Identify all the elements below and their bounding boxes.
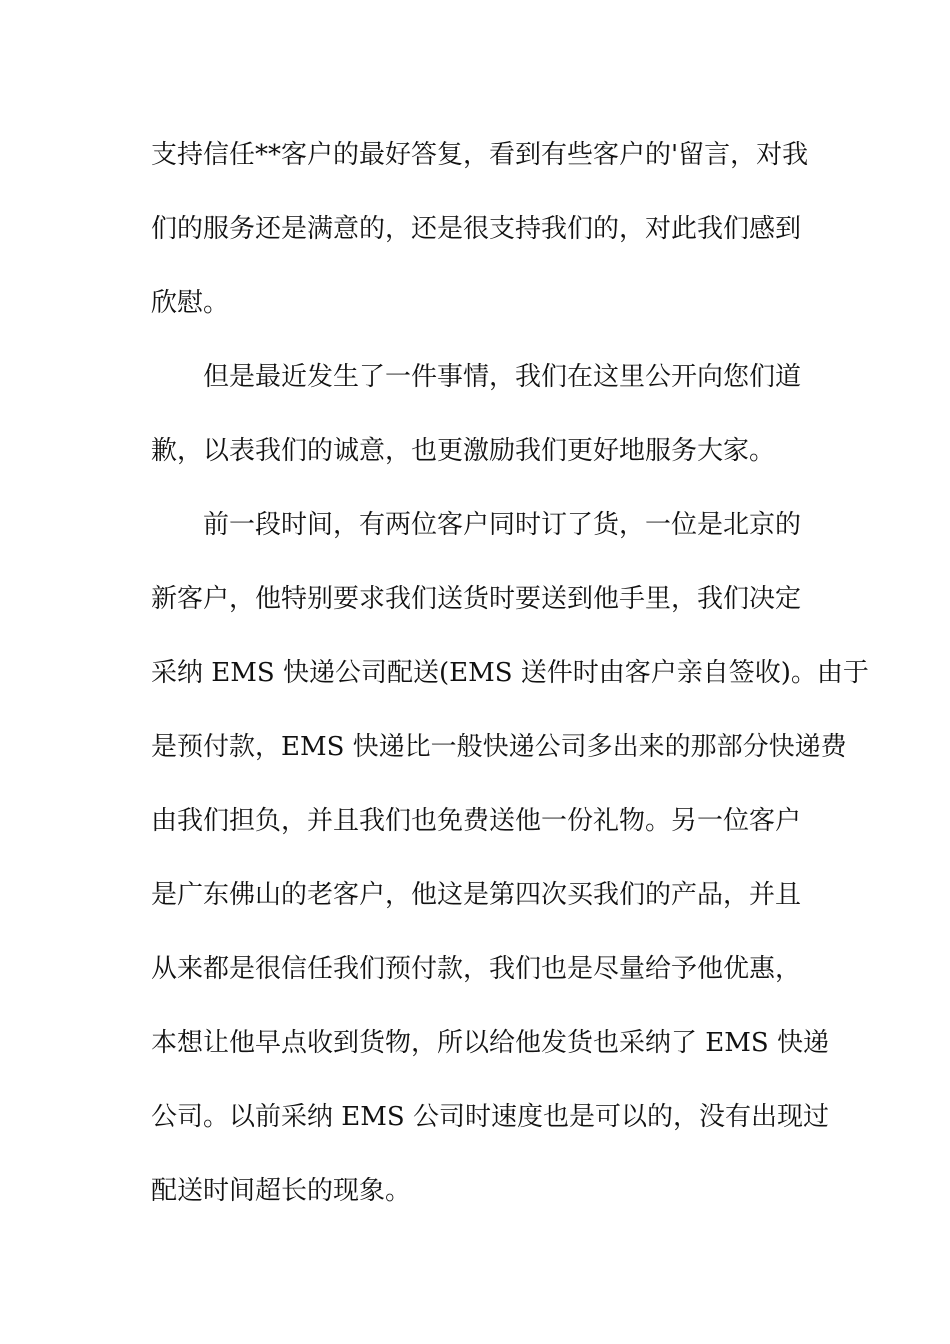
text-line: 支持信任**客户的最好答复，看到有些客户的'留言，对我 — [151, 140, 809, 170]
text-line: 是预付款，EMS 快递比一般快递公司多出来的那部分快递费 — [151, 732, 847, 762]
text-line: 们的服务还是满意的，还是很支持我们的，对此我们感到 — [151, 214, 802, 244]
text-line: 配送时间超长的现象。 — [151, 1176, 412, 1206]
text-line: 本想让他早点收到货物，所以给他发货也采纳了 EMS 快递 — [151, 1028, 829, 1058]
text-line: 由我们担负，并且我们也免费送他一份礼物。另一位客户 — [151, 806, 802, 836]
text-line: 但是最近发生了一件事情，我们在这里公开向您们道 — [203, 362, 802, 392]
text-line: 新客户，他特别要求我们送货时要送到他手里，我们决定 — [151, 584, 802, 614]
body-text — [151, 118, 869, 1228]
text-line: 是广东佛山的老客户，他这是第四次买我们的产品，并且 — [151, 880, 802, 910]
text-line: 采纳 EMS 快递公司配送(EMS 送件时由客户亲自签收)。由于 — [151, 658, 869, 688]
text-line: 公司。以前采纳 EMS 公司时速度也是可以的，没有出现过 — [151, 1102, 829, 1132]
text-line: 前一段时间，有两位客户同时订了货，一位是北京的 — [203, 510, 802, 540]
text-line: 歉，以表我们的诚意，也更激励我们更好地服务大家。 — [151, 436, 776, 466]
text-line: 欣慰。 — [151, 288, 230, 318]
text-line: 从来都是很信任我们预付款，我们也是尽量给予他优惠， — [151, 954, 802, 984]
